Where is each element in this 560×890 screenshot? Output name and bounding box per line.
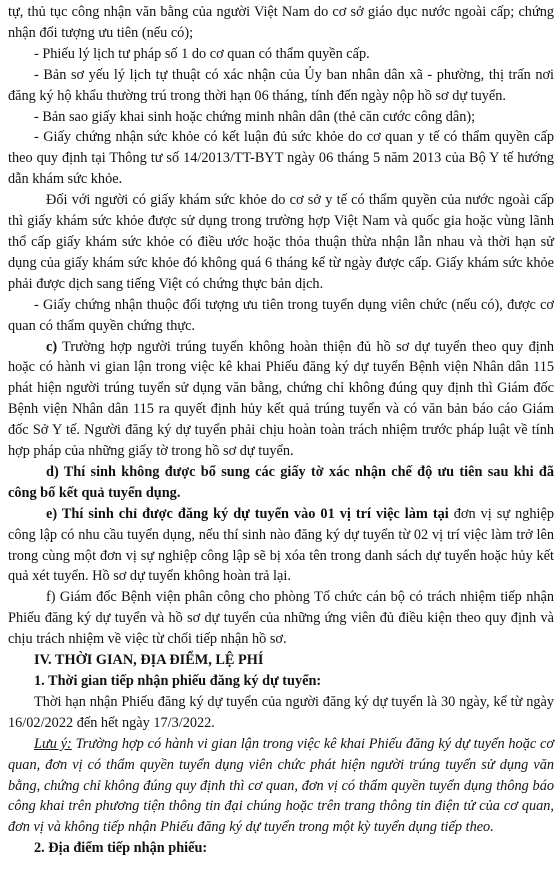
- paragraph-e: [8, 504, 554, 588]
- paragraph-d: d) Thí sinh không được bổ sung các giấy tờ xác nhận chế độ ưu tiên sau khi đã công bố kết quả tuyển dụng.: [8, 463, 554, 501]
- paragraph-c-body: Trường hợp người trúng tuyển không hoàn thiện đủ hồ sơ dự tuyển theo quy định hoặc có hành vi gian lận trong việc kê khai Phiếu đăng ký dự tuyển Bệnh viện Nhân dân 115 phát hiện người trúng tuyển sử dụng văn bằng, chứng chỉ không đúng quy định thì Giám đốc Bệnh viện Nhân dân 115 ra quyết định hủy kết quả trúng tuyển và có văn bản báo cáo Giám đốc Sở Y tế. Người đăng ký dự tuyển phải chịu hoàn toàn trách nhiệm trước pháp luật về tính hợp pháp của những giấy tờ trong hồ sơ dự tuyển.: [8, 338, 554, 460]
- subheading-location: 2. Địa điểm tiếp nhận phiếu:: [34, 840, 208, 857]
- note-lead: Lưu ý:: [34, 735, 72, 752]
- paragraph-cont-recognition: tự, thủ tục công nhận văn bằng của người Việt Nam do cơ sở giáo dục nước ngoài cấp; chứng nhận đối tượng ưu tiên (nếu có);: [8, 4, 554, 41]
- paragraph-e-body: đơn vị sự nghiệp công lập có nhu cầu tuyển dụng, nếu thí sinh nào đăng ký dự tuyển từ 02 vị trí việc làm trở lên trong cùng một đơn vị sự nghiệp công lập sẽ bị xóa tên trong danh sách dự tuyển hoặc hủy kết quả xét tuyển. Hồ sơ dự tuyển không hoàn trả lại.: [8, 505, 555, 585]
- subheading-time: 1. Thời gian tiếp nhận phiếu đăng ký dự tuyển:: [34, 673, 322, 689]
- item-priority-certificate: - Giấy chứng nhận thuộc đối tượng ưu tiên trong tuyển dụng viên chức (nếu có), được cơ quan có thẩm quyền chứng thực.: [8, 296, 554, 334]
- item-criminal-record: - Phiếu lý lịch tư pháp số 1 do cơ quan có thẩm quyền cấp.: [34, 45, 370, 62]
- item-health-certificate: - Giấy chứng nhận sức khỏe có kết luận đủ sức khỏe do cơ quan y tế có thẩm quyền cấp theo quy định tại Thông tư số 14/2013/TT-BYT ngày 06 tháng 5 năm 2013 của Bộ Y tế hướng dẫn khám sức khỏe.: [8, 129, 554, 188]
- item-cv: - Bản sơ yếu lý lịch tự thuật có xác nhận của Ủy ban nhân dân xã - phường, thị trấn nơi đăng ký hộ khẩu thường trú trong thời hạn 06 tháng, tính đến ngày nộp hồ sơ dự tuyển.: [8, 66, 554, 104]
- section-heading-iv: IV. THỜI GIAN, ĐỊA ĐIỂM, LỆ PHÍ: [34, 652, 264, 669]
- paragraph-foreign-health: Đối với người có giấy khám sức khỏe do cơ sở y tế có thẩm quyền của nước ngoài cấp thì giấy khám sức khỏe được sử dụng trong trường hợp Việt Nam và quốc gia hoặc vùng lãnh thổ cấp giấy khám sức khỏe có điều ước hoặc thỏa thuận thừa nhận lẫn nhau và thời hạn sử dụng của giấy khám sức khỏe đó không quá 6 tháng kể từ ngày được cấp. Giấy khám sức khỏe phải được dịch sang tiếng Việt có chứng thực bản dịch.: [8, 192, 554, 292]
- paragraph-c: [8, 337, 554, 462]
- note-body: Trường hợp có hành vi gian lận trong việc kê khai Phiếu đăng ký dự tuyển hoặc cơ quan, đơn vị có thẩm quyền tuyển dụng viên chức phát hiện người trúng tuyển sử dụng văn bằng, chứng chỉ không đúng quy định thì cơ quan, đơn vị có thẩm quyền tuyển dụng thông báo công khai trên phương tiện thông tin đại chúng hoặc trên trang thông tin điện tử của cơ quan, đơn vị và không tiếp nhận Phiếu đăng ký dự tuyển trong một kỳ tuyển dụng tiếp theo.: [8, 735, 554, 836]
- paragraph-note: [8, 734, 554, 839]
- paragraph-e-lead: e) Thí sinh chỉ được đăng ký dự tuyển vào 01 vị trí việc làm tại: [46, 505, 449, 522]
- paragraph-f: f) Giám đốc Bệnh viện phân công cho phòng Tổ chức cán bộ có trách nhiệm tiếp nhận Phiếu đăng ký dự tuyển và hồ sơ dự tuyển của những ứng viên đủ điều kiện theo quy định và chịu trách nhiệm về việc từ chối tiếp nhận hồ sơ.: [8, 589, 554, 648]
- paragraph-deadline: Thời hạn nhận Phiếu đăng ký dự tuyển của người đăng ký dự tuyển là 30 ngày, kể từ ngày 16/02/2022 đến hết ngày 17/3/2022.: [8, 693, 554, 731]
- paragraph-c-lead: c): [46, 338, 58, 355]
- item-birth-certificate: - Bản sao giấy khai sinh hoặc chứng minh nhân dân (thẻ căn cước công dân);: [34, 108, 476, 125]
